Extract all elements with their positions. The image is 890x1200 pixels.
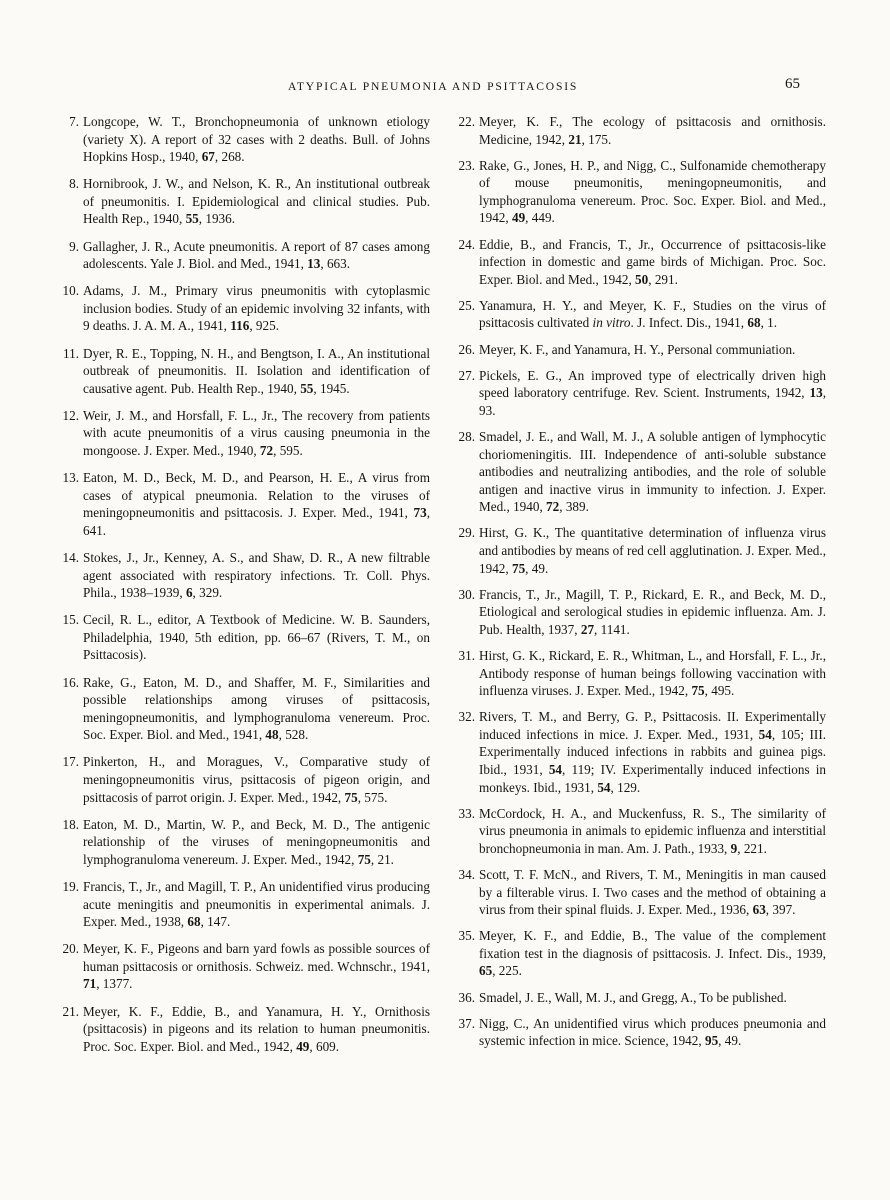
reference-entry bbox=[453, 989, 826, 1007]
reference-number: 19. bbox=[62, 878, 79, 894]
reference-entry bbox=[453, 1015, 826, 1050]
reference-text: Eddie, B., and Francis, T., Jr., Occurrence of psittacosis-like infection in domestic and game birds of Michigan. Proc. Soc. Exper. Biol. and Med., 1942, 50, 291. bbox=[479, 236, 826, 287]
reference-text: Adams, J. M., Primary virus pneumonitis with cytoplasmic inclusion bodies. Study of an epidemic involving 32 infants, with 9 deaths. J. A. M. A., 1941, 116, 925. bbox=[83, 283, 430, 334]
reference-number: 26. bbox=[458, 341, 475, 357]
reference-number: 25. bbox=[458, 297, 475, 313]
reference-entry bbox=[453, 367, 826, 420]
references-right-column bbox=[453, 113, 826, 1058]
reference-entry bbox=[453, 297, 826, 332]
reference-number: 15. bbox=[62, 612, 79, 628]
reference-text: Cecil, R. L., editor, A Textbook of Medicine. W. B. Saunders, Philadelphia, 1940, 5th edition, pp. 66–67 (Rivers, T. M., on Psittacosis). bbox=[83, 612, 430, 663]
reference-number: 30. bbox=[458, 586, 475, 602]
reference-entry bbox=[57, 549, 430, 602]
reference-entry bbox=[57, 345, 430, 398]
reference-entry bbox=[57, 816, 430, 869]
reference-text: Meyer, K. F., and Eddie, B., The value of the complement fixation test in the diagnosis of psittacosis. J. Infect. Dis., 1939, 65, 225. bbox=[479, 928, 826, 979]
page-number: 65 bbox=[785, 76, 800, 92]
reference-text: Pinkerton, H., and Moragues, V., Comparative study of meningopneumonitis virus, psittacosis of pigeon origin, and psittacosis of parrot origin. J. Exper. Med., 1942, 75, 575. bbox=[83, 754, 430, 805]
reference-number: 28. bbox=[458, 428, 475, 444]
reference-entry bbox=[453, 866, 826, 919]
reference-entry bbox=[57, 113, 430, 166]
reference-number: 37. bbox=[458, 1015, 475, 1031]
reference-text: Rake, G., Jones, H. P., and Nigg, C., Sulfonamide chemotherapy of mouse pneumonitis, meningopneumonitis, and lymphogranuloma venereum. Proc. Soc. Exper. Biol. and Med., 1942, 49, 449. bbox=[479, 157, 826, 226]
reference-text: Eaton, M. D., Martin, W. P., and Beck, M. D., The antigenic relationship of the viruses of meningopneumonitis and lymphogranuloma venereum. J. Exper. Med., 1942, 75, 21. bbox=[83, 816, 430, 867]
page-header bbox=[0, 0, 890, 110]
reference-entry bbox=[453, 647, 826, 700]
reference-number: 31. bbox=[458, 647, 475, 663]
reference-number: 32. bbox=[458, 709, 475, 725]
reference-number: 24. bbox=[458, 236, 475, 252]
reference-text: Meyer, K. F., and Yanamura, H. Y., Personal communiation. bbox=[479, 341, 796, 357]
reference-number: 11. bbox=[63, 345, 79, 361]
reference-text: Hirst, G. K., The quantitative determination of influenza virus and antibodies by means of red cell agglutination. J. Exper. Med., 1942, 75, 49. bbox=[479, 525, 826, 576]
reference-number: 18. bbox=[62, 816, 79, 832]
reference-text: Meyer, K. F., Pigeons and barn yard fowls as possible sources of human psittacosis or ornithosis. Schweiz. med. Wchnschr., 1941, 71, 1377. bbox=[83, 941, 430, 992]
reference-text: Longcope, W. T., Bronchopneumonia of unknown etiology (variety X). A report of 32 cases with 2 deaths. Bull. of Johns Hopkins Hosp., 1940, 67, 268. bbox=[83, 114, 430, 165]
reference-number: 22. bbox=[458, 114, 475, 129]
reference-number: 33. bbox=[458, 805, 475, 821]
reference-number: 35. bbox=[458, 928, 475, 944]
reference-text: McCordock, H. A., and Muckenfuss, R. S., The similarity of virus pneumonia in animals to epidemic influenza and interstitial bronchopneumonia in man. Am. J. Path., 1933, 9, 221. bbox=[479, 805, 826, 856]
reference-entry bbox=[453, 428, 826, 516]
reference-entry bbox=[453, 805, 826, 858]
reference-number: 20. bbox=[62, 941, 79, 957]
reference-number: 36. bbox=[458, 989, 475, 1005]
reference-text: Dyer, R. E., Topping, N. H., and Bengtson, I. A., An institutional outbreak of pneumonitis. II. Isolation and identification of causative agent. Pub. Health Rep., 1940, 55, 1945. bbox=[83, 345, 430, 396]
reference-entry bbox=[453, 157, 826, 227]
reference-number: 9. bbox=[69, 238, 79, 254]
reference-entry bbox=[57, 407, 430, 460]
running-title: ATYPICAL PNEUMONIA AND PSITTACOSIS bbox=[288, 80, 579, 93]
reference-number: 14. bbox=[62, 549, 79, 565]
reference-entry bbox=[57, 674, 430, 744]
reference-number: 10. bbox=[62, 283, 79, 299]
reference-number: 16. bbox=[62, 674, 79, 690]
reference-text: Pickels, E. G., An improved type of electrically driven high speed laboratory centrifuge. Rev. Scient. Instruments, 1942, 13, 93. bbox=[479, 367, 826, 418]
reference-entry bbox=[57, 469, 430, 539]
reference-entry bbox=[57, 611, 430, 664]
reference-number: 13. bbox=[62, 470, 79, 486]
reference-entry bbox=[57, 878, 430, 931]
reference-entry bbox=[57, 175, 430, 228]
reference-number: 21. bbox=[62, 1003, 79, 1019]
reference-number: 23. bbox=[458, 157, 475, 173]
reference-text: Rivers, T. M., and Berry, G. P., Psittacosis. II. Experimentally induced infections in mice. J. Exper. Med., 1931, 54, 105; III. Experimentally induced infections in rabbits and guinea pigs. Ibid., 1931, 54, 119; IV. Experimentally induced infections in monkeys. Ibid., 1931, 54, 129. bbox=[479, 709, 827, 795]
reference-number: 34. bbox=[458, 866, 475, 882]
reference-text: Eaton, M. D., Beck, M. D., and Pearson, H. E., A virus from cases of atypical pneumonia. Relation to the viruses of meningopneumonitis and psittacosis. J. Exper. Med., 1941, 73, 641. bbox=[83, 470, 430, 538]
reference-entry bbox=[453, 586, 826, 639]
reference-number: 27. bbox=[458, 367, 475, 383]
reference-text: Rake, G., Eaton, M. D., and Shaffer, M. F., Similarities and possible relationships among viruses of psittacosis, meningopneumonitis, and lymphogranuloma venereum. Proc. Soc. Exper. Biol. and Med., 1941, 48, 528. bbox=[83, 674, 430, 743]
reference-text: Stokes, J., Jr., Kenney, A. S., and Shaw, D. R., A new filtrable agent associated with respiratory infections. Tr. Coll. Phys. Phila., 1938–1939, 6, 329. bbox=[83, 549, 430, 601]
reference-text: Weir, J. M., and Horsfall, F. L., Jr., The recovery from patients with acute pneumonitis of a virus causing pneumonia in the mongoose. J. Exper. Med., 1940, 72, 595. bbox=[83, 407, 430, 458]
reference-entry bbox=[453, 927, 826, 980]
reference-text: Gallagher, J. R., Acute pneumonitis. A report of 87 cases among adolescents. Yale J. Biol. and Med., 1941, 13, 663. bbox=[83, 238, 430, 272]
reference-number: 7. bbox=[69, 114, 79, 129]
reference-number: 29. bbox=[458, 525, 475, 541]
reference-text: Francis, T., Jr., and Magill, T. P., An unidentified virus producing acute meningitis and pneumonitis in experimental animals. J. Exper. Med., 1938, 68, 147. bbox=[83, 878, 430, 930]
reference-entry bbox=[57, 1003, 430, 1056]
reference-entry bbox=[57, 753, 430, 806]
reference-number: 17. bbox=[62, 754, 79, 770]
reference-entry bbox=[57, 282, 430, 335]
reference-number: 12. bbox=[62, 407, 79, 423]
reference-entry bbox=[57, 238, 430, 273]
reference-text: Smadel, J. E., Wall, M. J., and Gregg, A., To be published. bbox=[479, 989, 787, 1005]
reference-entry bbox=[453, 113, 826, 148]
references-left-column bbox=[57, 113, 430, 1065]
reference-text: Hirst, G. K., Rickard, E. R., Whitman, L., and Horsfall, F. L., Jr., Antibody response of human beings following vaccination with influenza viruses. J. Exper. Med., 1942, 75, 495. bbox=[479, 647, 826, 699]
reference-entry bbox=[453, 341, 826, 359]
reference-text: Meyer, K. F., Eddie, B., and Yanamura, H. Y., Ornithosis (psittacosis) in pigeons and its relation to human pneumonitis. Proc. Soc. Exper. Biol. and Med., 1942, 49, 609. bbox=[83, 1003, 430, 1054]
reference-text: Scott, T. F. McN., and Rivers, T. M., Meningitis in man caused by a filterable virus. I. Two cases and the method of obtaining a virus from their spinal fluids. J. Exper. Med., 1936, 63, 397. bbox=[479, 866, 826, 918]
reference-entry bbox=[453, 524, 826, 577]
reference-text: Meyer, K. F., The ecology of psittacosis and ornithosis. Medicine, 1942, 21, 175. bbox=[479, 114, 826, 147]
reference-text: Francis, T., Jr., Magill, T. P., Rickard, E. R., and Beck, M. D., Etiological and serological studies in epidemic influenza. Am. J. Pub. Health, 1937, 27, 1141. bbox=[479, 586, 826, 637]
reference-text: Hornibrook, J. W., and Nelson, K. R., An institutional outbreak of pneumonitis. I. Epidemiological and clinical studies. Pub. Health Rep., 1940, 55, 1936. bbox=[83, 176, 430, 227]
reference-entry bbox=[453, 708, 826, 796]
reference-entry bbox=[57, 940, 430, 993]
reference-text: Nigg, C., An unidentified virus which produces pneumonia and systemic infection in mice. Science, 1942, 95, 49. bbox=[479, 1015, 826, 1049]
reference-text: Smadel, J. E., and Wall, M. J., A soluble antigen of lymphocytic choriomeningitis. III. Independence of anti-soluble substance antibodies and neutralizing antibodies, and the role of soluble antigen and inactive virus in immunity to infection. J. Exper. Med., 1940, 72, 389. bbox=[479, 428, 826, 515]
reference-entry bbox=[453, 236, 826, 289]
reference-number: 8. bbox=[69, 176, 79, 192]
reference-text: Yanamura, H. Y., and Meyer, K. F., Studies on the virus of psittacosis cultivated in vitro. J. Infect. Dis., 1941, 68, 1. bbox=[479, 297, 826, 331]
